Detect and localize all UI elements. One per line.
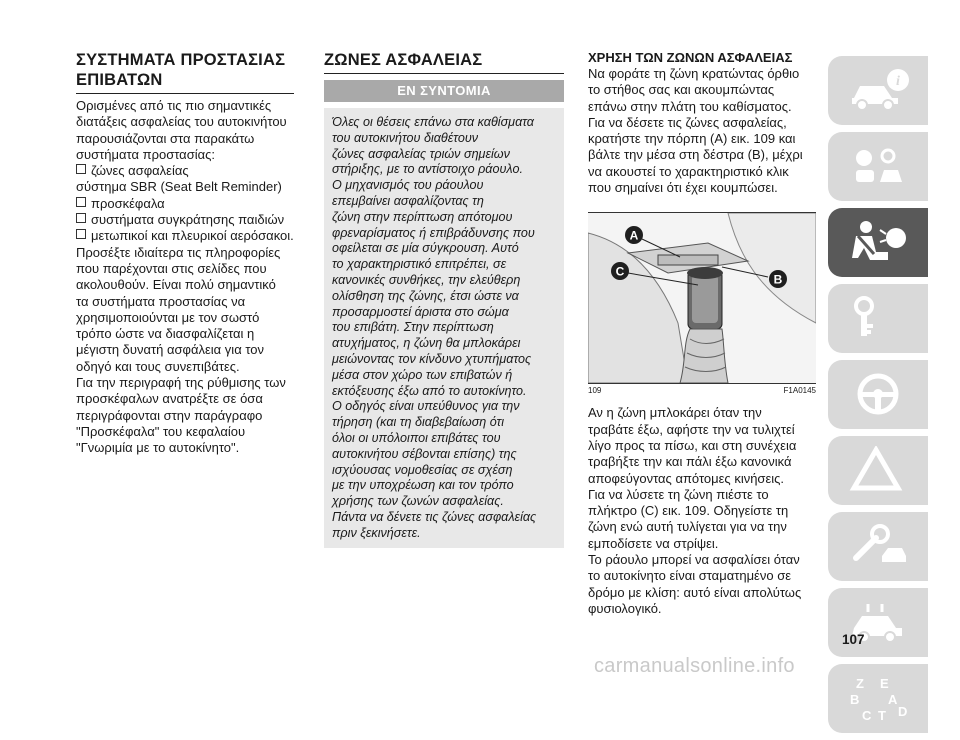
index-letter: E [880, 676, 889, 691]
text-line: εμποδίσετε να στρίψει. [588, 535, 719, 551]
usage-paragraph-2 [588, 405, 816, 617]
bullet-square-icon [76, 164, 86, 174]
text-line: Να φοράτε τη ζώνη κρατώντας όρθιο [588, 66, 800, 81]
index-letter: D [898, 704, 908, 719]
text-line: όλοι οι υπόλοιποι επιβάτες του [332, 430, 501, 445]
list-item-label: σύστημα SBR (Seat Belt Reminder) [76, 179, 282, 195]
text-line: "Γνωριμία με το αυτοκίνητο". [76, 440, 240, 456]
label-b: B [773, 272, 783, 287]
text-line: παρουσιάζονται στα παρακάτω [76, 130, 255, 146]
text-line: Αν η ζώνη μπλοκάρει όταν την [588, 405, 762, 421]
text-line: Πάντα να δένετε τις ζώνες ασφαλείας [332, 509, 537, 524]
wrench-car-icon [848, 522, 912, 570]
figure-caption [588, 386, 816, 395]
text-line: χρήσης των ζωνών ασφαλείας. [332, 494, 504, 509]
text-line: Ορισμένες από τις πιο σημαντικές [76, 98, 272, 113]
text-line: κανονικές συνθήκες, την ελεύθερη [332, 272, 521, 287]
body-paragraph [76, 245, 294, 457]
text-line: κρατήστε την πόρπη (A) εικ. 109 και [588, 131, 796, 147]
text-line: τήρηση (και τη διαβεβαίωση ότι [332, 415, 505, 430]
tab-instruments[interactable] [828, 360, 928, 429]
index-letter: B [850, 692, 860, 707]
text-line: προσαρμοστεί άριστα στο σώμα [332, 304, 509, 319]
text-line: επάνω στην πλάτη του καθίσματος. [588, 98, 792, 114]
list-item-label: συστήματα συγκράτησης παιδιών [91, 212, 285, 228]
text-line: προσκέφαλων ανατρέξτε σε όσα [76, 391, 263, 407]
text-line: με την υποχρέωση και τον τρόπο [332, 478, 514, 493]
label-c: C [615, 264, 625, 279]
text-line: πριν ξεκινήσετε. [332, 525, 421, 540]
text-line: οφείλεται σε μία σύγκρουση. Αυτό [332, 241, 519, 256]
text-line: επεμβαίνει ασφαλίζοντας τη [332, 193, 484, 208]
text-line: το στήθος σας και ακουμπώντας [588, 82, 775, 98]
list-item [76, 179, 294, 195]
bullet-square-icon [76, 197, 86, 207]
text-line: το χαρακτηριστικό επιτρέπει, σε [332, 257, 507, 272]
text-line: ζώνη ενώ αυτή τυλίγεται για να την [588, 519, 787, 535]
tab-dashboard-lights[interactable] [828, 132, 928, 201]
steering-wheel-icon [848, 370, 912, 418]
dashboard-lights-icon [848, 142, 912, 190]
text-line: Ο μηχανισμός του ράουλου [332, 178, 484, 193]
tab-maintenance[interactable] [828, 512, 928, 581]
buckle-illustration [588, 213, 816, 383]
text-line: χρησιμοποιούνται με τον σωστό [76, 309, 260, 325]
text-line: ακολουθούν. Είναι πολύ σημαντικό [76, 277, 276, 293]
text-line: μειώνοντας τον κίνδυνο χτυπήματος [332, 351, 532, 366]
text-line: εκτόξευσης έξω από το αυτοκίνητο. [332, 383, 527, 398]
text-line: το αυτοκίνητο είναι σταματημένο σε [588, 568, 792, 584]
text-line: ατυχήματος, η ζώνη θα μπλοκάρει [332, 336, 521, 351]
text-line: Για να λύσετε τη ζώνη πιέστε το [588, 486, 769, 502]
tab-emergency[interactable] [828, 436, 928, 505]
text-line: ολίσθηση της ζώνης, έτσι ώστε να [332, 288, 519, 303]
column-intro [76, 50, 294, 457]
list-item-label: προσκέφαλα [91, 195, 165, 211]
list-item [76, 163, 294, 179]
summary-heading: ΕΝ ΣΥΝΤΟΜΙΑ [324, 80, 564, 102]
column-usage [588, 50, 816, 617]
text-line: αυτοκινήτου σέβονται επίσης) της [332, 446, 517, 461]
summary-box [324, 108, 564, 548]
text-line: του αυτοκινήτου διαθέτουν [332, 130, 479, 145]
seatbelt-buckle-figure [588, 212, 816, 384]
text-line: πλήκτρο (C) εικ. 109. Οδηγείστε τη [588, 503, 789, 519]
section-title-line1: ΣΥΣΤΗΜΑΤΑ ΠΡΟΣΤΑΣΙΑΣ [76, 51, 286, 69]
section-title [76, 50, 294, 90]
text-line: δρόμο με κλίση: αυτό είναι απολύτως [588, 584, 802, 600]
column-summary [324, 50, 564, 548]
text-line: τρόπο ώστε να διασφαλίζεται η [76, 326, 255, 342]
key-ignition-icon [848, 294, 912, 342]
text-line: που παρέχονται στις σελίδες που [76, 260, 267, 276]
figure-code: F1A0145 [783, 386, 816, 396]
bullet-square-icon [76, 213, 86, 223]
text-line: Το ράουλο μπορεί να ασφαλίσει όταν [588, 552, 800, 568]
figure-number: 109 [588, 386, 602, 396]
text-line: τραβάτε έξω, αφήστε την να τυλιχτεί [588, 421, 795, 437]
text-line: περιγράφονται στην παράγραφο [76, 407, 263, 423]
index-letter: C [862, 708, 872, 722]
text-line: του επιβάτη. Στην περίπτωση [332, 320, 494, 335]
section-title-line2: ΕΠΙΒΑΤΩΝ [76, 71, 163, 89]
text-line: στήριξης, με το αντίστοιχο ράουλο. [332, 162, 523, 177]
text-line: Όλες οι θέσεις επάνω στα καθίσματα [332, 115, 534, 129]
tab-starting-driving[interactable] [828, 284, 928, 353]
text-line: Για να δέσετε τις ζώνες ασφαλείας, [588, 114, 787, 130]
text-line: αποφεύγοντας απότομες κινήσεις. [588, 470, 785, 486]
text-line: ζώνες ασφαλείας τριών σημείων [332, 146, 510, 161]
text-line: διατάξεις ασφαλείας του αυτοκινήτου [76, 114, 287, 130]
text-line: να ακουστεί το χαρακτηριστικό κλικ [588, 163, 789, 179]
index-letter: A [888, 692, 898, 707]
page-number: 107 [842, 632, 865, 647]
title-rule [324, 73, 564, 74]
alphabet-index-icon [848, 674, 912, 722]
title-rule [76, 93, 294, 94]
tab-car-info[interactable] [828, 56, 928, 125]
text-line: Ο οδηγός είναι υπεύθυνος για την [332, 399, 520, 414]
warning-triangle-icon [848, 446, 912, 494]
text-line: λίγο προς τα πίσω, και στη συνέχεια [588, 437, 797, 453]
text-line: Για την περιγραφή της ρύθμισης των [76, 375, 286, 391]
usage-paragraph [588, 66, 816, 196]
watermark: carmanualsonline.info [594, 655, 795, 677]
text-line: τραβήξτε την και πάλι έξω κανονικά [588, 454, 792, 470]
text-line: οδηγό και τους συνεπιβάτες. [76, 358, 240, 374]
section-title: ΖΩΝΕΣ ΑΣΦΑΛΕΙΑΣ [324, 51, 483, 69]
tab-alphabetical-index[interactable] [828, 664, 928, 733]
text-line: τα συστήματα προστασίας να [76, 293, 246, 309]
text-line: ισχύουσας νομοθεσίας σε σχέση [332, 462, 513, 477]
list-item [76, 196, 294, 212]
seatbelt-airbag-icon [848, 218, 912, 268]
label-a: A [629, 228, 639, 243]
text-line: ζώνη στην περίπτωση απότομου [332, 209, 513, 224]
list-item [76, 212, 294, 228]
tab-safety[interactable] [828, 208, 928, 277]
text-line: βάλτε την μέσα στη δέστρα (B), μέχρι [588, 147, 803, 163]
text-line: φυσιολογικό. [588, 600, 662, 616]
svg-text:i: i [896, 74, 900, 89]
list-item-label: μετωπικοί και πλευρικοί αερόσακοι. [91, 228, 294, 244]
text-line: μέσα στον χώρο των επιβατών ή [332, 367, 513, 382]
text-line: συστήματα προστασίας: [76, 146, 215, 162]
text-line: "Προσκέφαλα" του κεφαλαίου [76, 423, 246, 439]
text-line: φρεναρίσματος ή επιβράδυνσης που [332, 225, 535, 240]
text-line: Προσέξτε ιδιαίτερα τις πληροφορίες [76, 244, 281, 260]
bullet-square-icon [76, 229, 86, 239]
intro-paragraph [76, 98, 294, 163]
list-item [76, 228, 294, 244]
car-info-icon [848, 66, 912, 114]
list-item-label: ζώνες ασφαλείας [91, 163, 189, 179]
index-letter: T [878, 708, 886, 722]
text-line: που σημαίνει ότι έχει κουμπώσει. [588, 180, 778, 196]
text-line: μέγιστη δυνατή ασφάλεια για τον [76, 342, 265, 358]
index-letter: Z [856, 676, 864, 691]
subsection-title: ΧΡΗΣΗ ΤΩΝ ΖΩΝΩΝ ΑΣΦΑΛΕΙΑΣ [588, 50, 793, 65]
